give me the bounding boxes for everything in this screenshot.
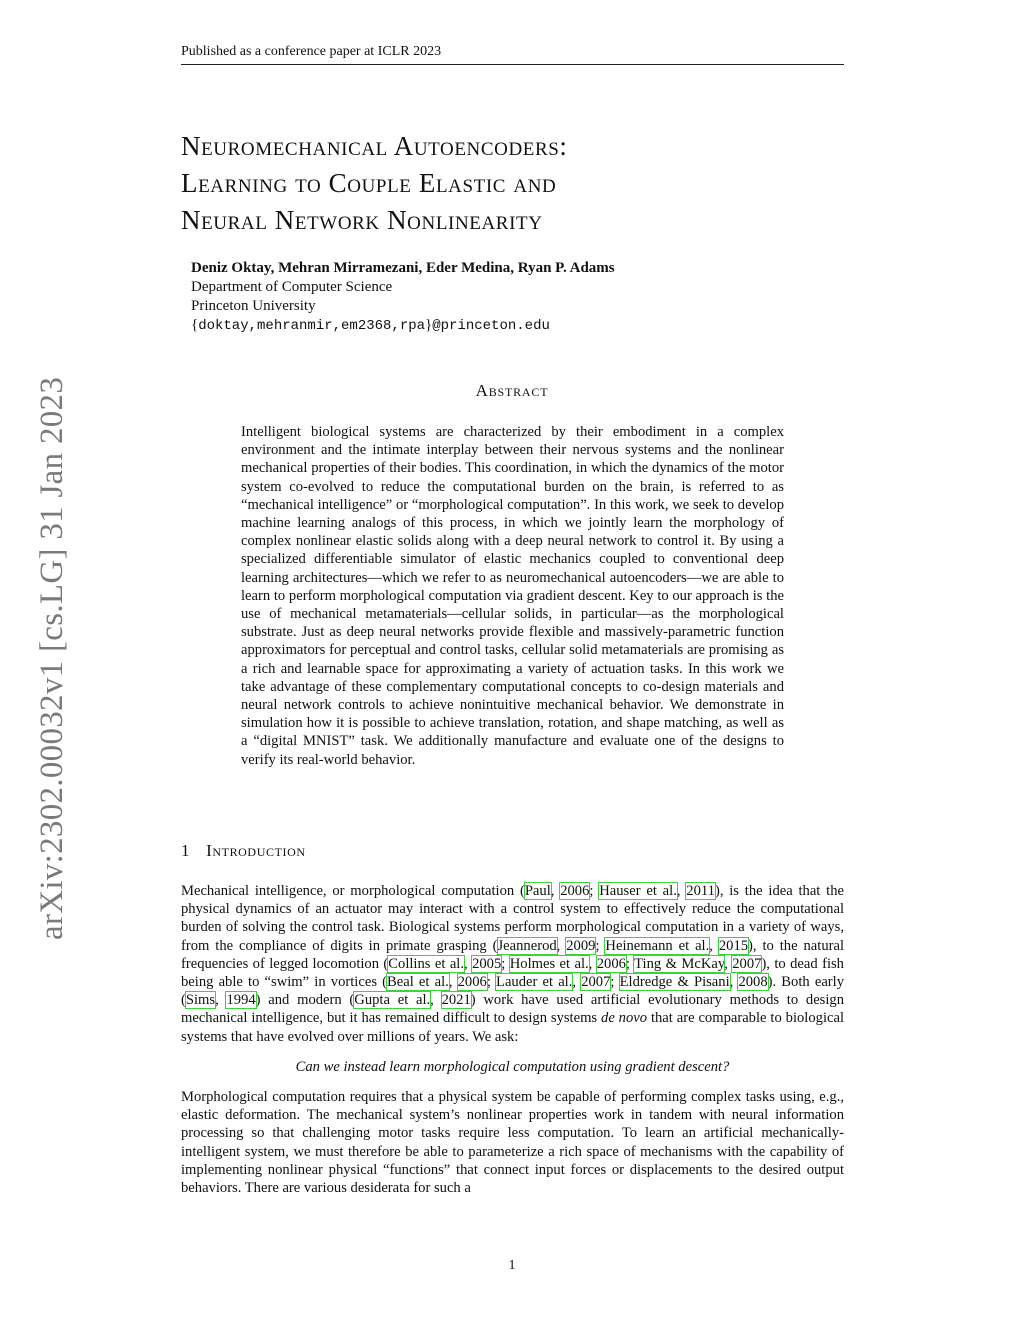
citation-link[interactable]: 2007 [732, 955, 762, 972]
citation-link[interactable]: Lauder et al. [496, 974, 573, 991]
citation-link[interactable]: Heinemann et al. [605, 937, 710, 954]
intro-text-segment: , [430, 992, 442, 1009]
intro-text-segment: , [464, 955, 473, 972]
emphasis-text: de novo [601, 1010, 648, 1027]
citation-link[interactable]: 2006 [560, 883, 590, 899]
title-line: Learning to Couple Elastic and [181, 168, 557, 198]
citation-link[interactable]: 2021 [441, 992, 471, 1009]
intro-text-segment: ; [589, 883, 600, 899]
citation-link[interactable]: Eldredge & Pisani [619, 974, 730, 991]
citation-link[interactable]: Gupta et al. [354, 992, 431, 1009]
author-university: Princeton University [191, 298, 316, 314]
citation-link[interactable]: Ting & McKay [634, 955, 725, 972]
intro-text-segment: Mechanical intelligence, or morphological computation ( [181, 883, 525, 899]
email-brace-open: { [191, 317, 199, 333]
citation-link[interactable]: Sims [185, 992, 216, 1009]
title-line: Neuromechanical Autoencoders: [181, 131, 568, 161]
intro-text-segment: ) work have used artificial evolutionary methods to design mechanical intelligence, but it has remained difficult to design systems [181, 992, 844, 1027]
section-number: 1 [181, 841, 191, 860]
section-title: Introduction [206, 841, 306, 860]
intro-text-segment: ; [625, 955, 635, 972]
intro-text-segment: , [572, 974, 582, 991]
intro-text-segment: ) and modern ( [255, 992, 355, 1009]
email-brace-close: } [425, 317, 433, 333]
intro-text-segment: , [729, 974, 739, 991]
author-email[interactable] [191, 316, 615, 336]
running-header: Published as a conference paper at ICLR 2023 [181, 44, 844, 65]
citation-link[interactable]: Paul [524, 883, 551, 899]
intro-text-segment: ; [610, 974, 620, 991]
citation-link[interactable]: Beal et al. [387, 974, 449, 991]
author-department: Department of Computer Science [191, 279, 393, 295]
intro-paragraph-1 [181, 882, 844, 1046]
intro-text-segment: , [709, 937, 719, 954]
citation-link[interactable]: 2008 [738, 974, 768, 991]
email-domain: @princeton.edu [432, 318, 550, 334]
author-block [191, 259, 615, 336]
author-names: Deniz Oktay, Mehran Mirramezani, Eder Medina, Ryan P. Adams [191, 260, 615, 276]
intro-text-segment: ; [486, 974, 497, 991]
citation-link[interactable]: 2009 [566, 937, 596, 954]
intro-text-segment: , [724, 955, 733, 972]
intro-text-segment: , [556, 937, 567, 954]
intro-text-segment: , [676, 883, 687, 899]
research-question: Can we instead learn morphological computation using gradient descent? [295, 1058, 730, 1075]
citation-link[interactable]: Hauser et al. [599, 883, 677, 899]
intro-text-segment: ; [595, 937, 606, 954]
intro-text-segment: ), to dead fish being able to “swim” in vortices ( [181, 955, 844, 991]
citation-link[interactable]: 2005 [472, 955, 502, 972]
citation-link[interactable]: 2006 [596, 955, 626, 972]
paper-title [181, 128, 568, 239]
citation-link[interactable]: 1994 [226, 992, 256, 1009]
intro-text-segment: , [550, 883, 561, 899]
section-heading [181, 841, 306, 861]
abstract-heading: Abstract [475, 381, 549, 400]
citation-link[interactable]: Holmes et al. [509, 955, 589, 972]
introduction-body [181, 882, 844, 1207]
intro-text-segment: , [215, 992, 227, 1009]
intro-text-segment: ), is the idea that the physical dynamics of an actuator may interact with a control system to effectively reduce the computational burden of solving the control task. Biological systems perform morphological computation in a variety of ways, from the compliance of digits in primate grasping ( [181, 883, 844, 954]
citation-link[interactable]: 2007 [581, 974, 611, 991]
intro-text-segment: , [448, 974, 458, 991]
arxiv-sidebar-stamp: arXiv:2302.00032v1 [cs.LG] 31 Jan 2023 [34, 376, 70, 940]
abstract-text: Intelligent biological systems are characterized by their embodiment in a complex environment and the intimate interplay between their nervous systems and the nonlinear mechanical properties of their bodies. This coordination, in which the dynamics of the motor system co-evolved to reduce the computational burden on the brain, is referred to as “mechanical intelligence” or “morphological computation”. In this work, we seek to develop machine learning analogs of this process, in which we jointly learn the morphology of complex nonlinear elastic solids along with a deep neural network to control it. By using a specialized differentiable simulator of elastic mechanics coupled to conventional deep learning architectures—which we refer to as neuromechanical autoencoders—we are able to learn to perform morphological computation via gradient descent. Key to our approach is the use of mechanical metamaterials—cellular solids, in particular—as the morphological substrate. Just as deep neural networks provide flexible and massively-parametric function approximators for perceptual and control tasks, cellular solid metamaterials are promising as a rich and learnable space for approximating a variety of actuation tasks. In this work we take advantage of these complementary computational concepts to co-design materials and neural network controls to achieve nonintuitive mechanical behavior. We demonstrate in simulation how it is possible to achieve translation, rotation, and shape matching, as well as a “digital MNIST” task. We additionally manufacture and evaluate one of the designs to verify its real-world behavior. [241, 424, 784, 768]
citation-link[interactable]: Jeannerod [497, 937, 557, 954]
intro-text-segment: that are comparable to biological systems that have evolved over millions of years. We ask: [181, 1010, 845, 1045]
citation-link[interactable]: 2015 [718, 937, 749, 954]
intro-paragraph-2: Morphological computation requires that a physical system be capable of performing complex tasks using, e.g., elastic deformation. The mechanical system’s nonlinear properties work in tandem with neural information processing so that challenging motor tasks require less computation. To learn an artificial mechanically-intelligent system, we must therefore be able to parameterize a rich space of mechanisms with the capability of implementing nonlinear physical “functions” that connect input forces or displacements to the desired output behaviors. There are various desiderata for such a [181, 1089, 844, 1197]
intro-text-segment: ), to the natural frequencies of legged locomotion ( [181, 937, 845, 972]
intro-text-segment: ). Both early ( [181, 974, 845, 1009]
citation-link[interactable]: Collins et al. [388, 955, 465, 972]
citation-link[interactable]: 2011 [686, 883, 715, 899]
title-line: Neural Network Nonlinearity [181, 205, 543, 235]
email-users: doktay,mehranmir,em2368,rpa [198, 318, 426, 334]
intro-text-segment: , [588, 955, 597, 972]
citation-link[interactable]: 2006 [457, 974, 487, 991]
page-number: 1 [508, 1258, 516, 1273]
intro-text-segment: ; [501, 955, 510, 972]
